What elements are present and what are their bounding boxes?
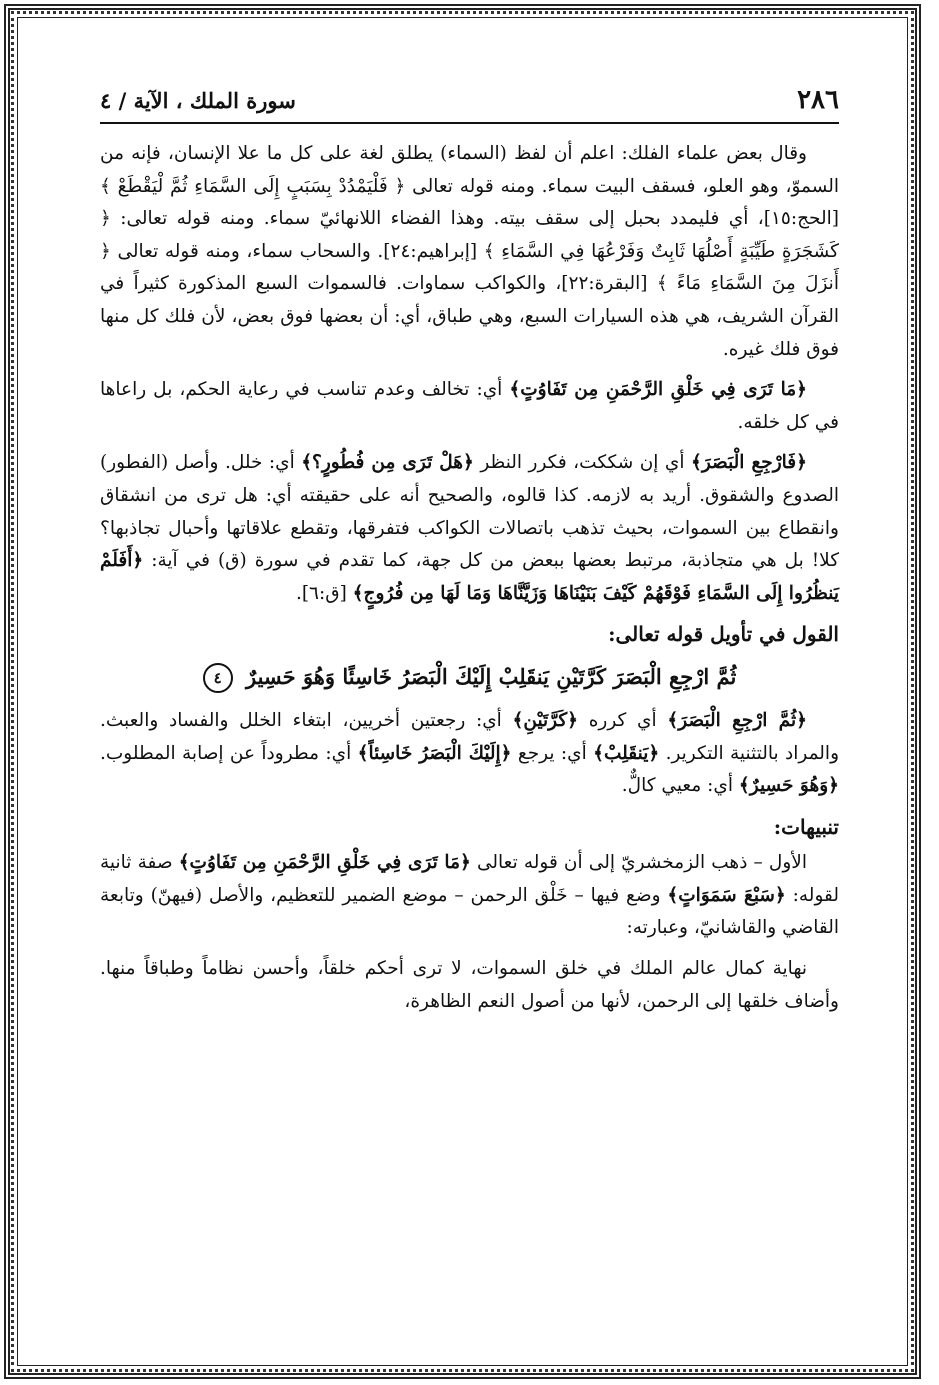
paragraph-text: [ق:٦]. (295, 582, 353, 604)
paragraph-text: أي: خلل. وأصل (الفطور) الصدوع والشقوق. أريد به لازمه. كذا قالوه، والصحيح أنه على حقيقته أي: هل ترى من انشقاق وانقطاع بين السموات، بحيث تذهب باتصالات الكواكب فتفرقها، وتقطع علاقاتها وأحبال تجاذبها؟ كلا! بل هي متجاذبة، مرتبط بعضها ببعض من كل جهة، كما تقدم في سورة (ق) في آية: (100, 452, 839, 572)
paragraph-text: أي: يرجع (511, 742, 594, 764)
paragraph-text: أي: معيي كالٌّ. (621, 775, 739, 797)
quran-quote: ﴿هَلْ تَرَى مِن فُطُورٍ؟﴾ (301, 452, 474, 474)
quran-quote: ﴿ثُمَّ ارْجِعِ الْبَصَرَ﴾ (667, 709, 807, 731)
section-heading-notes: تنبيهات: (773, 814, 839, 839)
paragraph-return-sight (100, 447, 839, 610)
quran-quote: ﴿مَا تَرَى فِي خَلْقِ الرَّحْمَنِ مِن تَفَاوُتٍ﴾ (509, 379, 807, 401)
ayah-number-marker: ٤ (203, 663, 233, 693)
quran-quote: ﴿سَبْعَ سَمَوَاتٍ﴾ (667, 884, 786, 906)
page-body (100, 138, 839, 1345)
quran-quote: ﴿أَفَلَمْ يَنظُرُوا إِلَى السَّمَاءِ فَوْقَهُمْ كَيْفَ بَنَيْنَاهَا وَزَيَّنَّاهَا وَمَا لَهَا مِن فُرُوجٍ﴾ (100, 550, 839, 604)
paragraph-verse-explanation (100, 705, 839, 803)
paragraph-text: الأول – ذهب الزمخشريّ إلى أن قوله تعالى (470, 852, 807, 874)
paragraph-text: أي: تخالف وعدم تناسب في رعاية الحكم، بل راعاها في كل خلقه. (100, 379, 839, 433)
paragraph-text: أي كرره (578, 709, 668, 731)
ayah-verse (100, 657, 839, 697)
paragraph-text: أي: رجعتين أخريين، ابتغاء الخلل والفساد والعبث. والمراد بالتثنية التكرير. (100, 709, 839, 764)
paragraph-no-disparity (100, 374, 839, 439)
quran-quote: ﴿مَا تَرَى فِي خَلْقِ الرَّحْمَنِ مِن تَفَاوُتٍ﴾ (178, 852, 471, 874)
paragraph-text: أي: مطروداً عن إصابة المطلوب. (100, 742, 358, 764)
quran-quote: ﴿وَهُوَ حَسِيرٌ﴾ (738, 775, 839, 797)
quran-quote: ﴿فَارْجِعِ الْبَصَرَ﴾ (690, 452, 807, 474)
paragraph-perfection: نهاية كمال عالم الملك في خلق السموات، لا ترى أحكم خلقاً، وأحسن نظاماً وطباقاً منها. وأضاف خلقها إلى الرحمن، لأنها من أصول النعم الظاهرة، (100, 958, 839, 1012)
ayah-text: ثُمَّ ارْجِعِ الْبَصَرَ كَرَّتَيْنِ يَنقَلِبْ إِلَيْكَ الْبَصَرُ خَاسِئًا وَهُوَ حَسِيرٌ (246, 663, 737, 689)
paragraph-first-note (100, 847, 839, 945)
page-number: ٢٨٦ (797, 85, 839, 115)
quran-quote: ﴿إِلَيْكَ الْبَصَرُ خَاسِئاً﴾ (357, 742, 512, 764)
quran-quote: ﴿يَنقَلِبْ﴾ (593, 742, 660, 764)
paragraph-sky-meaning: وقال بعض علماء الفلك: اعلم أن لفظ (السماء) يطلق لغة على كل ما علا الإنسان، فإنه من السموّ، وهو العلو، فسقف البيت سماء. ومنه قوله تعالى ﴿ فَلْيَمْدُدْ بِسَبَبٍ إِلَى السَّمَاءِ ثُمَّ لْيَقْطَعْ ﴾ [الحج:١٥]، أي فليمدد بحبل إلى سقف بيته. وهذا الفضاء اللانهائيّ سماء. ومنه قوله تعالى: ﴿ كَشَجَرَةٍ طَيِّبَةٍ أَصْلُهَا ثَابِتٌ وَفَرْعُهَا فِي السَّمَاءِ ﴾ [إبراهيم:٢٤]. والسحاب سماء، ومنه قوله تعالى ﴿ أَنزَلَ مِنَ السَّمَاءِ مَاءً ﴾ [البقرة:٢٢]، والكواكب سماوات. فالسموات السبع المذكورة كثيراً في القرآن الشريف، هي هذه السيارات السبع، وهي طباق، أي: أن بعضها فوق بعض، لأن فلك كل منها فوق فلك غيره. (100, 143, 839, 360)
paragraph-text: أي إن شككت، فكرر النظر (473, 452, 691, 474)
paragraph-text: صفة ثانية لقوله: (100, 852, 839, 906)
paragraph-text: وضع فيها – خَلْق الرحمن – موضع الضمير للتعظيم، والأصل (فيهنّ) وتابعة القاضي والقاشانيّ، وعبارته: (100, 884, 839, 939)
quran-quote: ﴿كَرَّتَيْنِ﴾ (512, 709, 579, 731)
section-heading-interpretation: القول في تأويل قوله تعالى: (608, 622, 839, 647)
page-header (100, 78, 839, 124)
running-title: سورة الملك ، الآية / ٤ (100, 87, 296, 113)
